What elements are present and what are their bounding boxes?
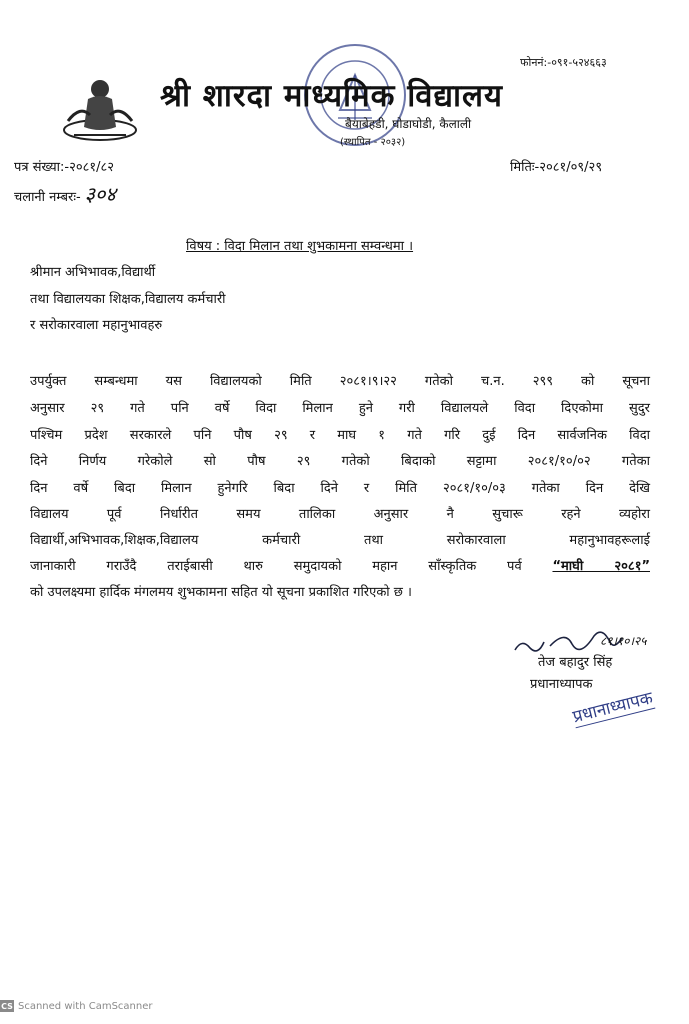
principal-stamp: प्रधानाध्यापक <box>570 685 655 728</box>
phone-number: फोननं:-०९१-५२४६६३ <box>520 56 607 69</box>
signature-date: ८१।१०।२५ <box>600 634 647 648</box>
addressee-line: तथा विद्यालयका शिक्षक,विद्यालय कर्मचारी <box>30 292 226 307</box>
body-text: जानाकारी गराउँदै तराईबासी थारु समुदायको महान साँस्कृतिक पर्व <box>30 559 553 574</box>
reference-number: पत्र संख्या:-२०८१/८२ <box>14 160 115 175</box>
body-line: पश्चिम प्रदेश सरकारले पनि पौष २९ र माघ १ गते गरि दुई दिन सार्वजनिक विदा <box>30 428 650 443</box>
addressee-line: श्रीमान अभिभावक,विद्यार्थी <box>30 265 156 280</box>
body-line: को उपलक्ष्यमा हार्दिक मंगलमय शुभकामना सहित यो सूचना प्रकाशित गरिएको छ । <box>30 585 412 600</box>
festival-name: “माघी २०८१” <box>552 559 650 574</box>
scanner-watermark <box>0 1000 153 1012</box>
dispatch-label: चलानी नम्बरः- <box>14 190 81 205</box>
subject-line: विषय : विदा मिलान तथा शुभकामना सम्वन्धमा । <box>186 239 414 254</box>
body-line: दिने निर्णय गरेकोले सो पौष २९ गतेको बिदाको सट्टामा २०८१/१०/०२ गतेका <box>30 454 650 469</box>
school-name: श्री शारदा माध्यमिक विद्यालय <box>160 78 504 114</box>
camscanner-logo-icon: CS <box>1 1001 13 1011</box>
body-line <box>30 556 650 574</box>
signatory-name: तेज बहादुर सिंह <box>538 655 613 670</box>
body-line: अनुसार २९ गते पनि वर्षे विदा मिलान हुने गरी विद्यालयले विदा दिएकोमा सुदुर <box>30 401 650 416</box>
letter-date: मितिः-२०८१/०९/२९ <box>510 160 603 175</box>
signatory-title: प्रधानाध्यापक <box>530 677 593 692</box>
body-line: दिन वर्षे बिदा मिलान हुनेगरि बिदा दिने र मिति २०८१/१०/०३ गतेका दिन देखि <box>30 481 650 496</box>
school-address: बैयाबेहडी, घोडाघोडी, कैलाली <box>345 117 472 131</box>
dispatch-number-value: ३०४ <box>84 182 116 206</box>
body-line: उपर्युक्त सम्बन्धमा यस विद्यालयको मिति २०८१।९।२२ गतेको च.न. २९९ को सूचना <box>30 374 650 389</box>
watermark-text: Scanned with CamScanner <box>18 1000 153 1012</box>
saraswati-emblem-icon <box>60 75 140 145</box>
established-year: (स्थापित - २०३२) <box>340 137 406 148</box>
body-line: विद्यालय पूर्व निर्धारीत समय तालिका अनुसार नै सुचारू रहने व्यहोरा <box>30 507 650 522</box>
addressee-line: र सरोकारवाला महानुभावहरु <box>30 318 163 333</box>
dispatch-number <box>14 180 116 207</box>
body-line: विद्यार्थी,अभिभावक,शिक्षक,विद्यालय कर्मचारी तथा सरोकारवाला महानुभावहरूलाई <box>30 533 650 548</box>
